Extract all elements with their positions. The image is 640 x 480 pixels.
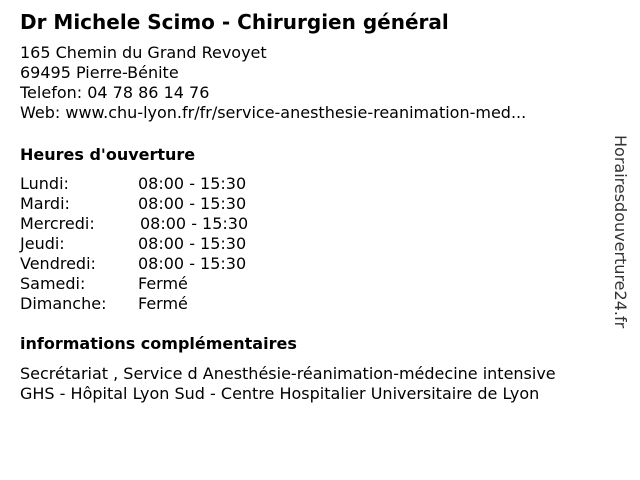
day-label: Dimanche: <box>20 294 107 313</box>
day-label: Samedi: <box>20 274 86 293</box>
time-value: 08:00 - 15:30 <box>138 234 247 253</box>
day-label: Jeudi: <box>20 234 65 253</box>
page-title: Dr Michele Scimo - Chirurgien général <box>20 10 449 34</box>
street-address: 165 Chemin du Grand Revoyet <box>20 43 267 62</box>
info-line: Secrétariat , Service d Anesthésie-réanimation-médecine intensive <box>20 364 556 383</box>
time-value: Fermé <box>138 274 188 293</box>
day-label: Mercredi: <box>20 214 95 233</box>
day-label: Mardi: <box>20 194 70 213</box>
time-value: 08:00 - 15:30 <box>138 194 247 213</box>
website-link[interactable]: Web: www.chu-lyon.fr/fr/service-anesthesie-reanimation-med... <box>20 103 527 122</box>
time-value: 08:00 - 15:30 <box>138 174 247 193</box>
day-label: Vendredi: <box>20 254 96 273</box>
city-postal: 69495 Pierre-Bénite <box>20 63 179 82</box>
opening-hours-heading: Heures d'ouverture <box>20 145 196 164</box>
address-block <box>20 43 526 123</box>
time-value: 08:00 - 15:30 <box>138 254 247 273</box>
phone-number: Telefon: 04 78 86 14 76 <box>20 83 210 102</box>
info-line: GHS - Hôpital Lyon Sud - Centre Hospitalier Universitaire de Lyon <box>20 384 540 403</box>
additional-info-heading: informations complémentaires <box>20 334 297 353</box>
time-value: Fermé <box>138 294 188 313</box>
day-label: Lundi: <box>20 174 69 193</box>
time-value: 08:00 - 15:30 <box>140 214 249 233</box>
additional-info-block <box>20 364 556 404</box>
site-brand-vertical: Horairesdouverture24.fr <box>611 135 630 329</box>
